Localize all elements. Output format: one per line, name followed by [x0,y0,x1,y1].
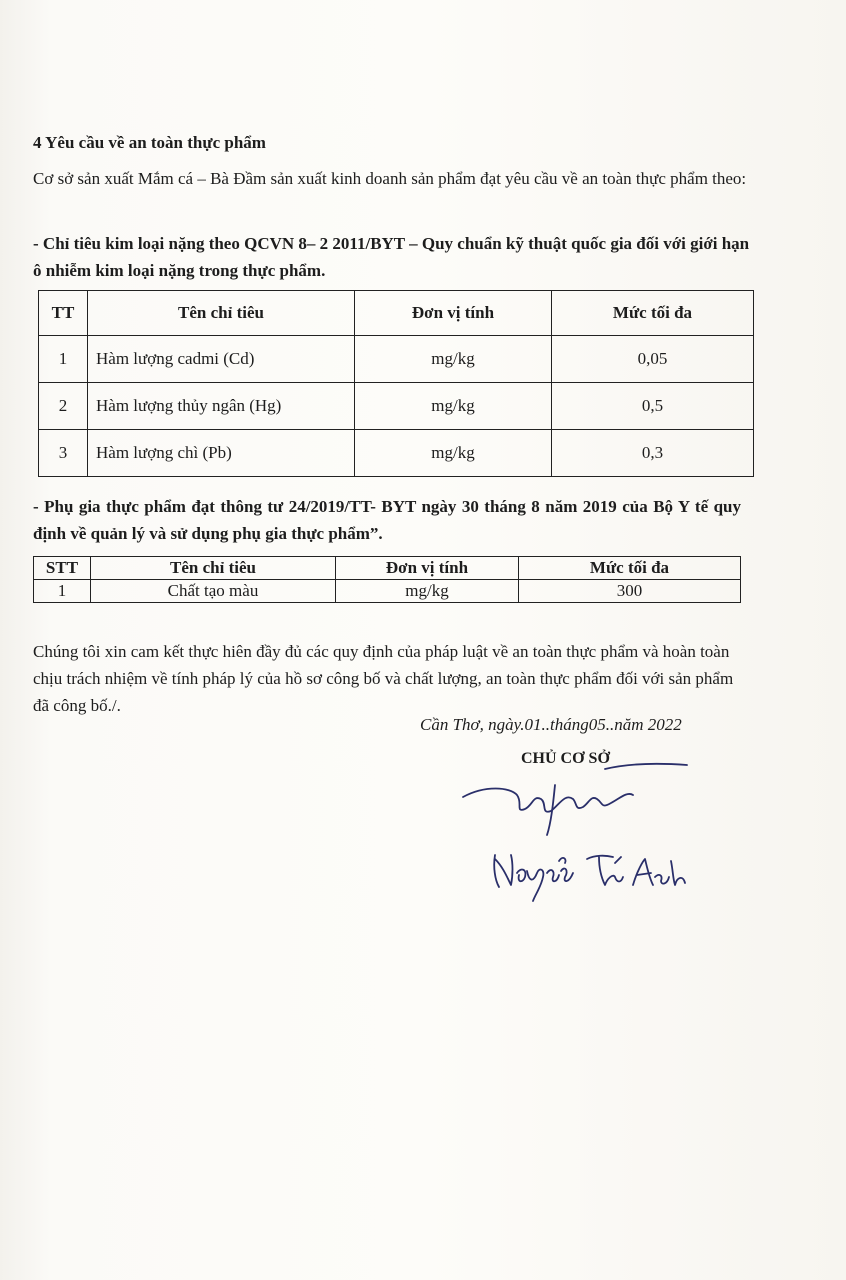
heavy-metals-table [38,290,754,477]
header-cell: STT [34,557,91,580]
handwritten-signature [455,755,695,905]
table-header-row [34,557,741,580]
table-cell: 0,5 [552,383,754,430]
header-cell: Mức tối đa [519,557,741,580]
table-cell: 2 [39,383,88,430]
table-cell: 3 [39,430,88,477]
metals-note: - Chỉ tiêu kim loại nặng theo QCVN 8– 2 2011/BYT – Quy chuẩn kỹ thuật quốc gia đối với giới hạn ô nhiễm kim loại nặng trong thực phẩm. [33,234,750,280]
table-cell: mg/kg [355,383,552,430]
header-cell: Đơn vị tính [355,291,552,336]
table-cell: 0,05 [552,336,754,383]
table-cell: 1 [34,580,91,603]
table-cell: 1 [39,336,88,383]
additives-note: - Phụ gia thực phẩm đạt thông tư 24/2019/TT- BYT ngày 30 tháng 8 năm 2019 của Bộ Y tế quy định về quản lý và sử dụng phụ gia thực phẩm”. [33,497,741,543]
commitment-paragraph: Chúng tôi xin cam kết thực hiên đầy đủ các quy định của pháp luật về an toàn thực phẩm và hoàn toàn chịu trách nhiệm về tính pháp lý của hồ sơ công bố và chất lượng, an toàn thực phẩm đối với sản phẩm đã công bố./. [33,642,734,715]
table-row [39,336,754,383]
additives-table [33,556,741,603]
table-row [39,383,754,430]
header-cell: Tên chỉ tiêu [91,557,336,580]
header-cell: Đơn vị tính [336,557,519,580]
table-cell: mg/kg [336,580,519,603]
table-cell: 0,3 [552,430,754,477]
table-cell: Hàm lượng chì (Pb) [88,430,355,477]
signer-role: CHỦ CƠ SỞ [521,750,610,767]
table-row [39,430,754,477]
section-heading: 4 Yêu cầu về an toàn thực phẩm [33,133,266,152]
table-cell: mg/kg [355,430,552,477]
table-cell: Hàm lượng cadmi (Cd) [88,336,355,383]
table-row [34,580,741,603]
signature-date: Cần Thơ, ngày.01..tháng05..năm 2022 [420,715,682,734]
table-cell: 300 [519,580,741,603]
table-cell: mg/kg [355,336,552,383]
table-cell: Hàm lượng thủy ngân (Hg) [88,383,355,430]
header-cell: Tên chỉ tiêu [88,291,355,336]
header-cell: Mức tối đa [552,291,754,336]
table-header-row [39,291,754,336]
header-cell: TT [39,291,88,336]
table-cell: Chất tạo màu [91,580,336,603]
intro-paragraph: Cơ sở sản xuất Mắm cá – Bà Đầm sản xuất kinh doanh sản phẩm đạt yêu cầu về an toàn thực phẩm theo: [33,169,747,188]
